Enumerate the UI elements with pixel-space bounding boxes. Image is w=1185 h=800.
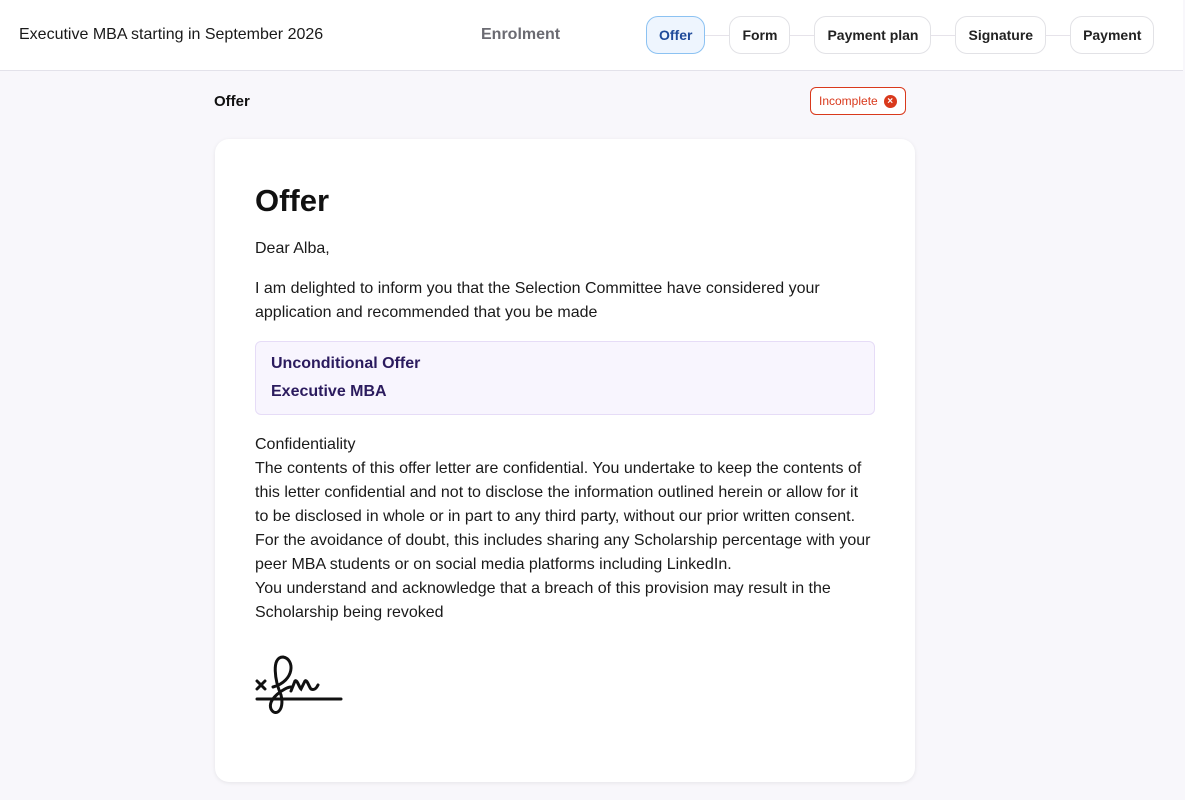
top-header <box>0 0 1183 71</box>
offer-type: Unconditional Offer <box>271 355 421 372</box>
step-navigation <box>646 16 1154 54</box>
confidentiality-title: Confidentiality <box>255 436 356 453</box>
step-connector <box>790 35 814 36</box>
step-payment-plan[interactable]: Payment plan <box>814 16 931 54</box>
acknowledgement-text: You understand and acknowledge that a breach of this provision may result in the Scholarship being revoked <box>255 580 831 621</box>
step-connector <box>1046 35 1070 36</box>
step-offer[interactable]: Offer <box>646 16 705 54</box>
signature-icon <box>255 651 875 726</box>
offer-letter-card <box>215 139 915 782</box>
status-label: Incomplete <box>819 94 878 108</box>
step-connector <box>705 35 729 36</box>
programme-name: Executive MBA <box>271 383 387 400</box>
step-payment[interactable]: Payment <box>1070 16 1154 54</box>
intro-text: I am delighted to inform you that the Selection Committee have considered your application and recommended that you be made <box>255 280 820 321</box>
programme-title: Executive MBA starting in September 2026 <box>19 26 324 43</box>
greeting: Dear Alba, <box>255 240 330 257</box>
step-connector <box>931 35 955 36</box>
confidentiality-body: The contents of this offer letter are confidential. You undertake to keep the contents of this letter confidential and not to disclose the information outlined herein or allow for it to be disclosed in whole or in part to any third party, without our prior written consent. For the avoidance of doubt, this includes sharing any Scholarship percentage with your peer MBA students or on social media platforms including LinkedIn. <box>255 460 871 573</box>
offer-highlight <box>255 341 875 415</box>
enrolment-label: Enrolment <box>481 26 561 43</box>
error-icon: × <box>884 95 897 108</box>
status-badge <box>810 87 906 115</box>
section-title: Offer <box>214 93 250 110</box>
step-signature[interactable]: Signature <box>955 16 1046 54</box>
step-form[interactable]: Form <box>729 16 790 54</box>
letter-heading: Offer <box>255 183 330 218</box>
